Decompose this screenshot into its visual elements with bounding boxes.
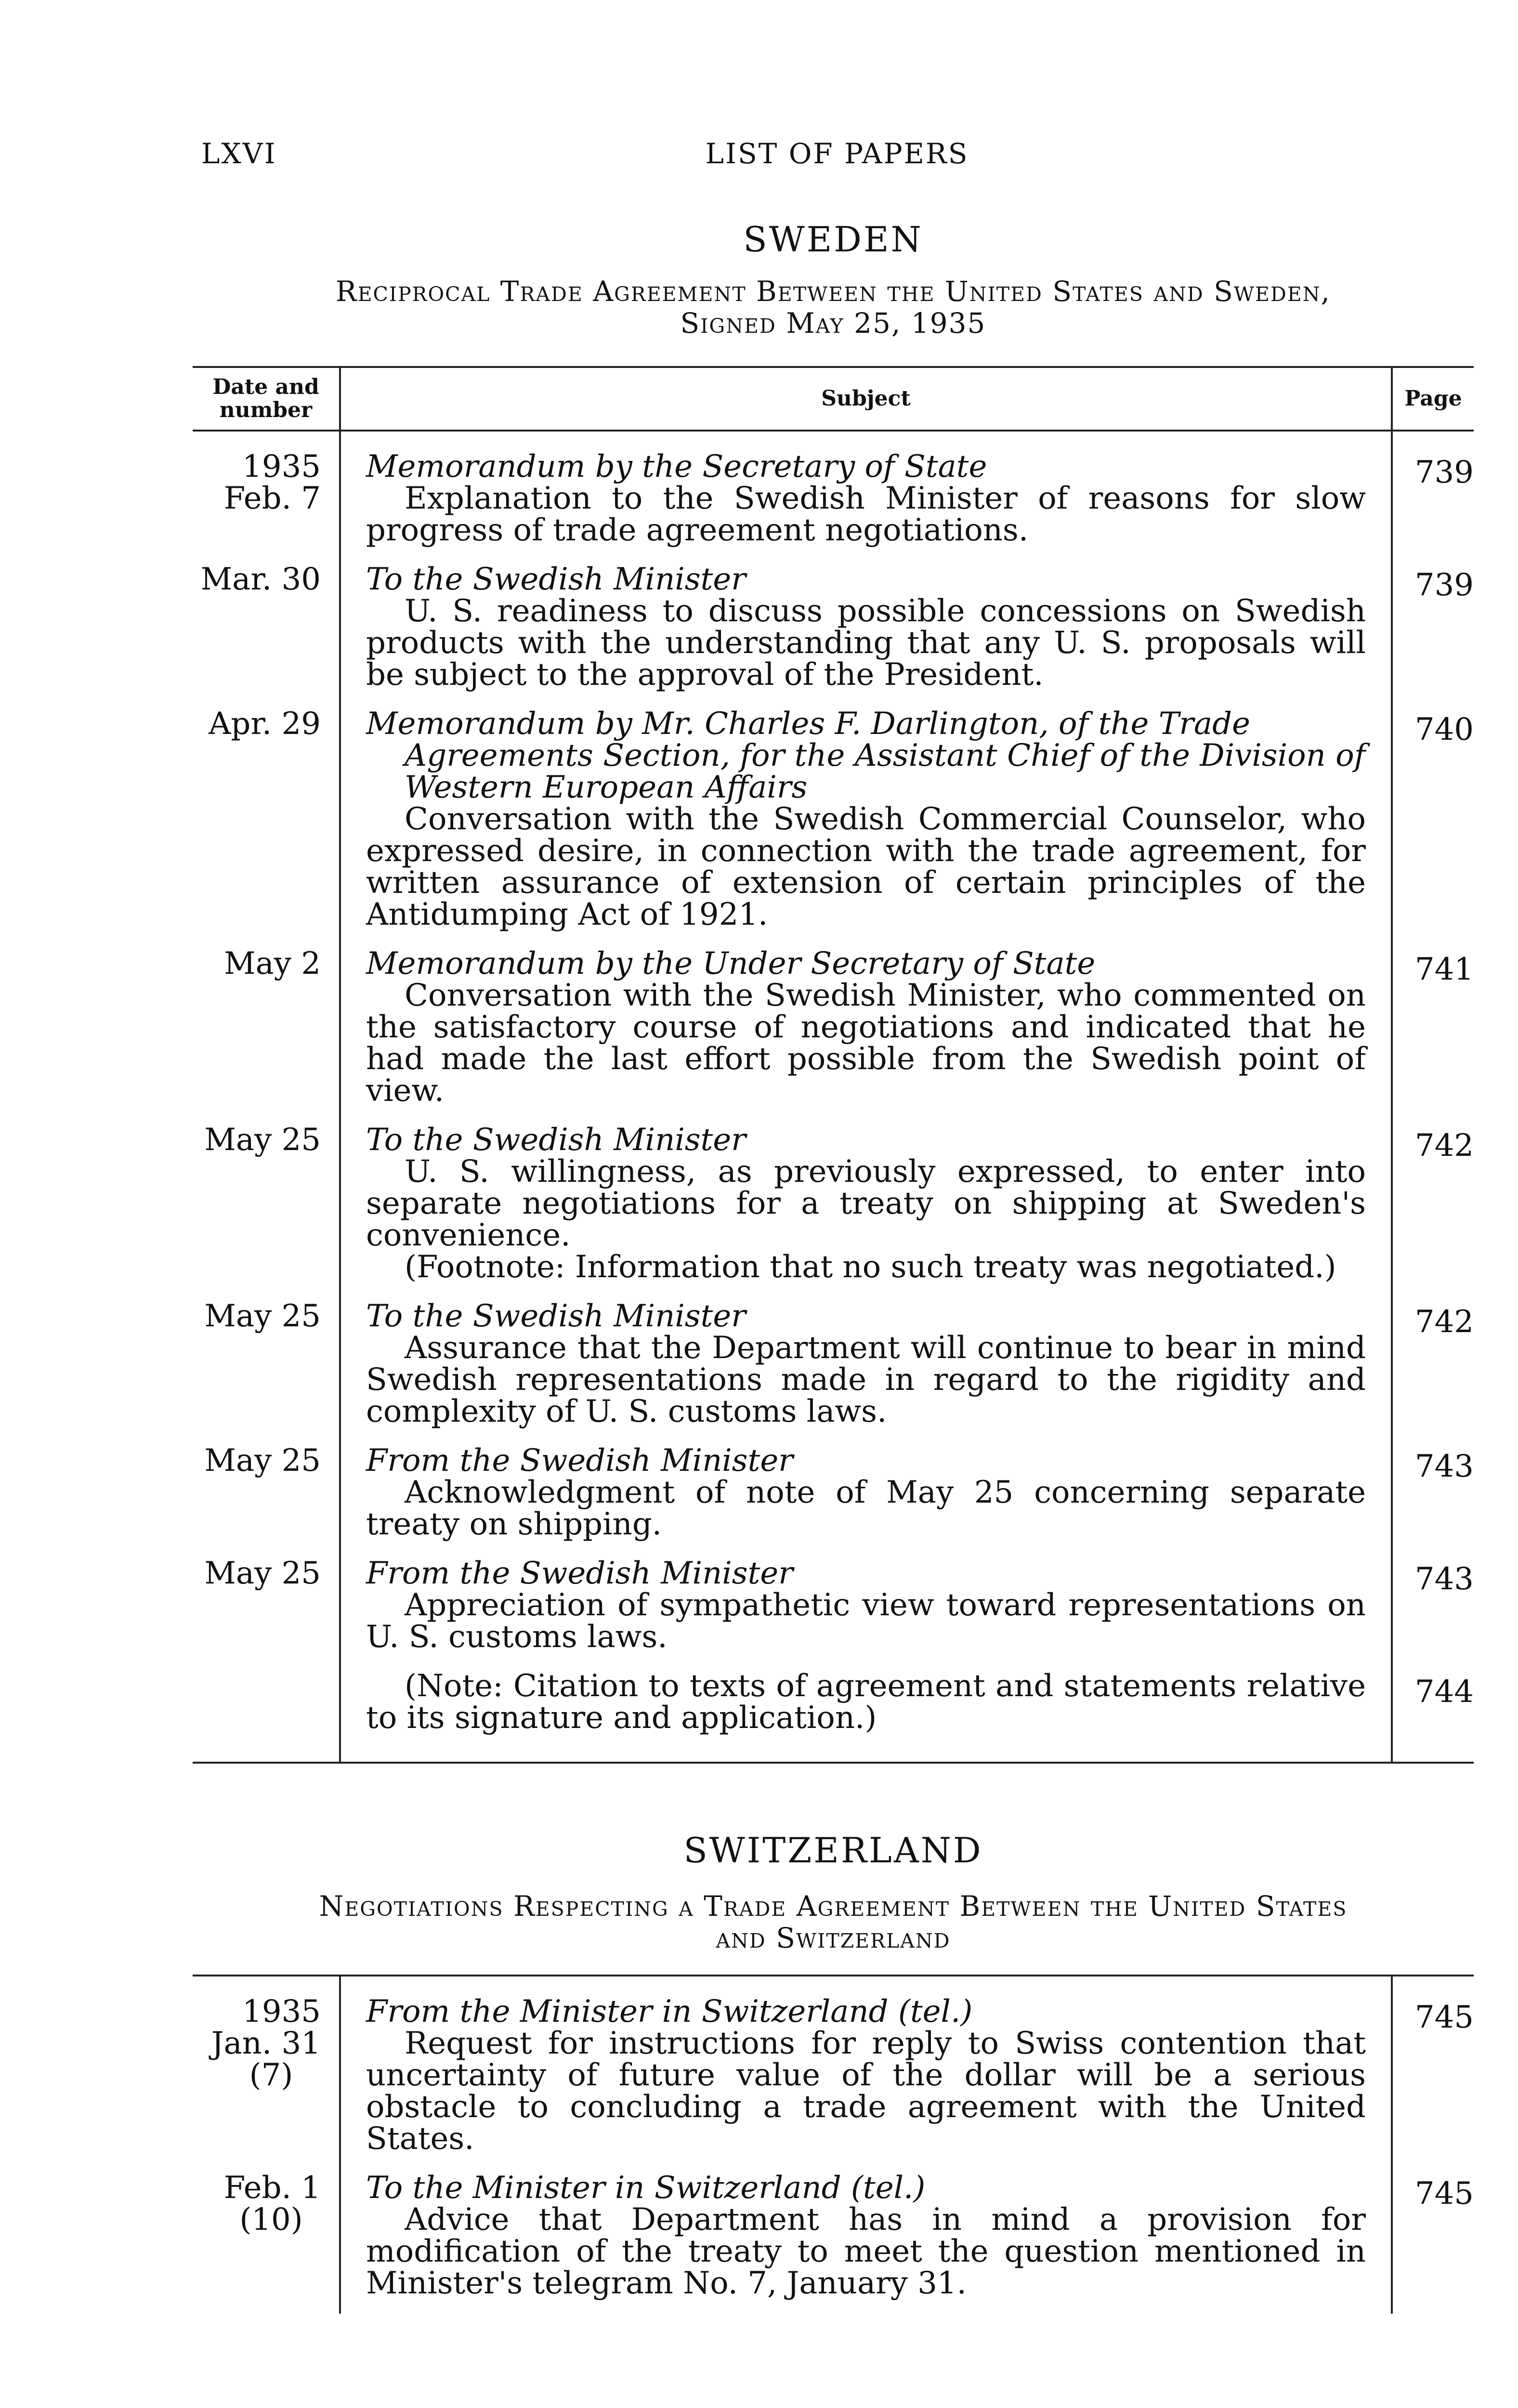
entry-body: U. S. readiness to discuss possible concessions on Swedish products with the understanding that any U. S. proposals will be subject to the approval of the President. [366,593,1366,693]
entry-title: To the Swedish Minister [366,1122,746,1158]
entry-title: To the Swedish Minister [366,562,746,597]
entry-date: May 25 [204,1298,321,1334]
table-row [193,708,1474,948]
entry-subject [340,451,1392,563]
table-row [193,451,1474,563]
entry-date: Mar. 30 [200,562,321,597]
entry-date: May 25 [204,1122,321,1158]
entry-page: 741 [1414,952,1474,987]
table-row [193,1300,1474,1445]
subtitle-line: and Switzerland [716,1922,951,1954]
table-row [193,2172,1474,2314]
column-header-subject: Subject [340,367,1392,431]
entry-page: 744 [1392,1670,1474,1763]
entry-date: May 25 [204,1443,321,1479]
entry-subject [340,1670,1392,1763]
entry-body: Acknowledgment of note of May 25 concerning separate treaty on shipping. [366,1475,1366,1542]
entry-date [193,2172,340,2314]
entry-subject [340,563,1392,708]
table-row [193,1670,1474,1763]
entry-page: 745 [1414,2000,1474,2035]
table-row [193,948,1474,1124]
entry-subject [340,708,1392,948]
table-row [193,1557,1474,1670]
entry-body: Explanation to the Swedish Minister of reasons for slow progress of trade agreement negotiations. [366,481,1366,548]
column-header-date: Date and number [193,367,340,431]
section-title-sweden: SWEDEN [743,219,923,260]
column-header-page: Page [1392,367,1474,431]
section-title-switzerland: SWITZERLAND [683,1830,983,1871]
entry-footnote: (Footnote: Information that no such treaty was negotiated.) [405,1249,1336,1285]
entry-date [193,1996,340,2172]
running-head [201,137,1473,176]
table-row [193,1996,1474,2172]
entry-page: 743 [1414,1449,1474,1484]
entry-year: 1935 [242,1994,321,2029]
entry-body: U. S. willingness, as previously expressed, to enter into separate negotiations for a treaty on shipping at Sweden's convenience. [366,1154,1366,1253]
page-number: LXVI [201,137,277,170]
entry-body: Appreciation of sympathetic view toward representations on U. S. customs laws. [366,1587,1366,1655]
entry-body: Conversation with the Swedish Minister, who commented on the satisfactory course of negotiations and indicated that he had made the last effort possible from the Swedish point of view. [366,978,1366,1109]
entry-number: (10) [239,2202,303,2238]
entry-page: 742 [1414,1128,1474,1164]
entry-title: Memorandum by the Secretary of State [366,449,987,484]
entry-title: To the Minister in Switzerland (tel.) [366,2170,926,2206]
entry-title: From the Minister in Switzerland (tel.) [366,1994,973,2029]
entry-title: Memorandum by Mr. Charles F. Darlington, of the Trade Agreements Section, for the Assistant Chief of the Division of Western European Affairs [366,706,1366,805]
entry-date: May 2 [224,946,321,982]
papers-table-sweden [193,366,1474,1764]
entry-date-text: Feb. 7 [223,481,321,516]
entry-subject [340,1557,1392,1670]
entry-subject [340,948,1392,1124]
table-row [193,1124,1474,1300]
running-title: LIST OF PAPERS [705,137,969,170]
entry-date [193,1670,340,1763]
papers-table-switzerland [193,1976,1474,2314]
entry-page: 742 [1414,1304,1474,1340]
table-row [193,1445,1474,1557]
section-subtitle-switzerland [193,1890,1474,1954]
entry-title: From the Swedish Minister [366,1443,793,1479]
entry-title: To the Swedish Minister [366,1298,746,1334]
entry-body: Request for instructions for reply to Swiss contention that uncertainty of future value of the dollar will be a serious obstacle to concluding a trade agreement with the United States. [366,2026,1366,2157]
subtitle-line: Signed May 25, 1935 [680,307,986,340]
entry-date: Apr. 29 [209,706,321,742]
entry-note: (Note: Citation to texts of agreement and statements relative to its signature and application.) [366,1668,1366,1736]
table-header-row [193,367,1474,431]
entry-year: 1935 [242,449,321,484]
entry-page: 739 [1414,567,1474,603]
section-subtitle-sweden [193,275,1474,339]
entry-number: (7) [249,2057,293,2093]
entry-date [193,451,340,563]
entry-page: 739 [1414,455,1474,490]
entry-subject [340,1300,1392,1445]
entry-body: Advice that Department has in mind a provision for modification of the treaty to meet the question mentioned in Minister's telegram No. 7, January 31. [366,2202,1366,2301]
table-row [193,563,1474,708]
entry-date: May 25 [204,1556,321,1591]
entry-date-text: Feb. 1 [223,2170,321,2206]
entry-page: 740 [1414,712,1474,747]
subtitle-line: Reciprocal Trade Agreement Between the United States and Sweden, [335,275,1331,308]
entry-subject [340,2172,1392,2314]
entry-date-text: Jan. 31 [211,2026,321,2061]
entry-page: 743 [1414,1561,1474,1597]
entry-subject [340,1445,1392,1557]
entry-title: From the Swedish Minister [366,1556,793,1591]
entry-title: Memorandum by the Under Secretary of State [366,946,1096,982]
entry-subject [340,1124,1392,1300]
entry-subject [340,1996,1392,2172]
entry-body: Assurance that the Department will continue to bear in mind Swedish representations made in regard to the rigidity and complexity of U. S. customs laws. [366,1330,1366,1429]
subtitle-line: Negotiations Respecting a Trade Agreement Between the United States [319,1890,1348,1923]
entry-page: 745 [1414,2176,1474,2212]
entry-body: Conversation with the Swedish Commercial Counselor, who expressed desire, in connection with the trade agreement, for written assurance of extension of certain principles of the Antidumping Act of 1921. [366,801,1366,932]
